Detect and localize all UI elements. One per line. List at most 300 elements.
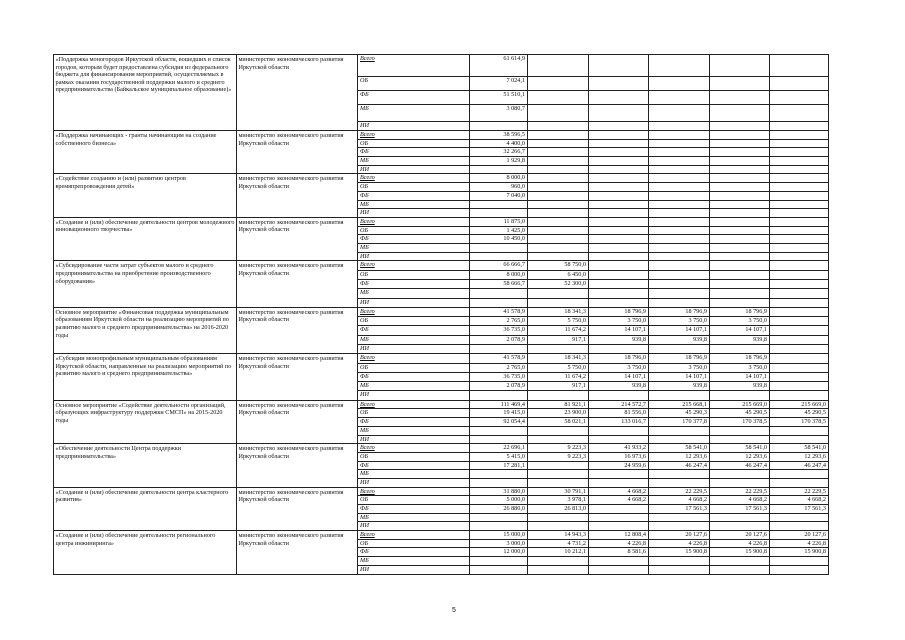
amount-cell [710, 235, 770, 244]
amount-cell [770, 335, 829, 344]
amount-cell [770, 122, 829, 131]
amount-cell [470, 289, 528, 298]
amount-cell [770, 200, 829, 209]
amount-cell: 3 750,0 [649, 363, 710, 372]
amount-cell [770, 252, 829, 261]
amount-cell [528, 557, 589, 566]
amount-cell [770, 55, 829, 77]
measure-name: «Создание и (или) обеспечение деятельности центров молодежного инновационного творчества» [54, 217, 237, 260]
amount-cell [470, 200, 528, 209]
amount-cell [589, 174, 649, 183]
amount-cell: 4 226,8 [589, 539, 649, 548]
amount-cell: 26 880,0 [470, 505, 528, 514]
funding-source: ОБ [358, 183, 470, 192]
amount-cell: 17 561,3 [710, 505, 770, 514]
amount-cell: 14 107,1 [710, 372, 770, 381]
amount-cell: 9 223,3 [528, 444, 589, 453]
responsible-executor: министерство экономического развития Иркутской области [237, 400, 358, 443]
amount-cell: 26 813,0 [528, 505, 589, 514]
funding-source: Всего [358, 307, 470, 316]
funding-source: МБ [358, 335, 470, 344]
amount-cell: 16 973,6 [589, 452, 649, 461]
amount-cell [710, 183, 770, 192]
amount-cell [649, 557, 710, 566]
amount-cell [710, 522, 770, 531]
amount-cell: 4 668,2 [589, 487, 649, 496]
amount-cell: 215 668,1 [649, 400, 710, 409]
funding-source: ОБ [358, 270, 470, 279]
amount-cell [649, 157, 710, 166]
amount-cell [528, 391, 589, 400]
table-row [54, 354, 829, 363]
amount-cell: 81 921,1 [528, 400, 589, 409]
amount-cell [589, 426, 649, 435]
amount-cell [770, 391, 829, 400]
amount-cell: 2 078,9 [470, 382, 528, 391]
funding-source: ИИ [358, 522, 470, 531]
table-row [54, 307, 829, 316]
funding-source: ИИ [358, 435, 470, 444]
funding-source: Всего [358, 487, 470, 496]
amount-cell [589, 298, 649, 307]
funding-source: ФБ [358, 418, 470, 427]
amount-cell [770, 307, 829, 316]
amount-cell [528, 478, 589, 487]
amount-cell: 15 900,8 [710, 548, 770, 557]
funding-source: ИИ [358, 165, 470, 174]
amount-cell [649, 131, 710, 140]
measure-name: Основное мероприятие «Финансовая поддержка муниципальным образованиям Иркутской области на реализацию мероприятий по развитию малого и среднего предпринимательства» на 2016-2020 годы [54, 307, 237, 353]
amount-cell [710, 77, 770, 91]
amount-cell [589, 344, 649, 353]
amount-cell: 214 572,7 [589, 400, 649, 409]
amount-cell [589, 200, 649, 209]
amount-cell [710, 55, 770, 77]
funding-source: Всего [358, 354, 470, 363]
amount-cell [589, 55, 649, 77]
amount-cell: 939,8 [589, 335, 649, 344]
amount-cell: 2 765,0 [470, 317, 528, 326]
amount-cell: 3 750,0 [589, 317, 649, 326]
amount-cell [470, 298, 528, 307]
amount-cell [710, 252, 770, 261]
measure-name: «Поддержка начинающих - гранты начинающим на создание собственного бизнеса» [54, 131, 237, 174]
amount-cell [710, 289, 770, 298]
amount-cell: 15 900,8 [770, 548, 829, 557]
funding-source: ИИ [358, 391, 470, 400]
funding-source: ФБ [358, 372, 470, 381]
amount-cell [770, 217, 829, 226]
amount-cell [710, 200, 770, 209]
amount-cell [589, 235, 649, 244]
funding-source: ФБ [358, 461, 470, 470]
funding-source: ФБ [358, 91, 470, 105]
amount-cell [770, 261, 829, 270]
amount-cell [589, 183, 649, 192]
amount-cell [528, 252, 589, 261]
funding-source: ИИ [358, 565, 470, 574]
amount-cell [589, 131, 649, 140]
amount-cell [470, 209, 528, 218]
amount-cell [470, 165, 528, 174]
amount-cell [470, 252, 528, 261]
amount-cell [589, 289, 649, 298]
amount-cell [649, 426, 710, 435]
amount-cell [710, 174, 770, 183]
amount-cell [710, 478, 770, 487]
amount-cell: 3 978,1 [528, 496, 589, 505]
amount-cell: 46 247,4 [770, 461, 829, 470]
responsible-executor: министерство экономического развития Иркутской области [237, 261, 358, 307]
amount-cell: 22 229,5 [710, 487, 770, 496]
amount-cell [649, 344, 710, 353]
amount-cell [589, 217, 649, 226]
amount-cell [770, 298, 829, 307]
responsible-executor: министерство экономического развития Иркутской области [237, 131, 358, 174]
amount-cell [589, 522, 649, 531]
amount-cell [770, 226, 829, 235]
amount-cell [770, 270, 829, 279]
amount-cell: 20 127,6 [710, 531, 770, 540]
amount-cell [770, 426, 829, 435]
funding-source: Всего [358, 131, 470, 140]
responsible-executor: министерство экономического развития Иркутской области [237, 444, 358, 487]
amount-cell [649, 122, 710, 131]
amount-cell: 31 880,0 [470, 487, 528, 496]
responsible-executor: министерство экономического развития Иркутской области [237, 531, 358, 574]
funding-source: МБ [358, 470, 470, 479]
amount-cell [710, 391, 770, 400]
amount-cell [528, 235, 589, 244]
amount-cell [528, 174, 589, 183]
amount-cell [649, 77, 710, 91]
amount-cell: 170 378,5 [710, 418, 770, 427]
amount-cell [770, 77, 829, 91]
amount-cell [649, 191, 710, 200]
amount-cell: 3 080,7 [470, 105, 528, 122]
amount-cell: 12 808,4 [589, 531, 649, 540]
amount-cell [710, 426, 770, 435]
responsible-executor: министерство экономического развития Иркутской области [237, 307, 358, 353]
amount-cell: 2 765,0 [470, 363, 528, 372]
measure-name: «Субсидии монопрофильным муниципальным образованиям Иркутской области, направленные на реализацию мероприятий по развитию малого и среднего предпринимательства» [54, 354, 237, 400]
funding-source: ИИ [358, 344, 470, 353]
amount-cell [770, 326, 829, 335]
amount-cell: 20 127,6 [649, 531, 710, 540]
amount-cell [710, 513, 770, 522]
amount-cell: 52 300,0 [528, 279, 589, 288]
amount-cell: 14 107,1 [649, 372, 710, 381]
amount-cell [649, 279, 710, 288]
amount-cell [770, 522, 829, 531]
amount-cell [710, 270, 770, 279]
measure-name: «Создание и (или) обеспечение деятельности регионального центра инжиниринга» [54, 531, 237, 574]
funding-source: ФБ [358, 279, 470, 288]
amount-cell [589, 252, 649, 261]
amount-cell: 18 796,9 [649, 307, 710, 316]
amount-cell [589, 165, 649, 174]
amount-cell [589, 226, 649, 235]
amount-cell: 36 735,0 [470, 326, 528, 335]
amount-cell [710, 122, 770, 131]
table-row [54, 217, 829, 226]
amount-cell [710, 261, 770, 270]
measure-name: «Создание и (или) обеспечение деятельности центра кластерного развития» [54, 487, 237, 530]
amount-cell: 170 377,8 [649, 418, 710, 427]
amount-cell [649, 174, 710, 183]
amount-cell: 12 293,6 [710, 452, 770, 461]
amount-cell [470, 478, 528, 487]
amount-cell: 61 614,9 [470, 55, 528, 77]
amount-cell [649, 435, 710, 444]
amount-cell: 92 054,4 [470, 418, 528, 427]
amount-cell [528, 105, 589, 122]
amount-cell [649, 565, 710, 574]
table-row [54, 131, 829, 140]
amount-cell [770, 243, 829, 252]
amount-cell: 6 450,0 [528, 270, 589, 279]
amount-cell: 8 581,6 [589, 548, 649, 557]
amount-cell: 4 668,2 [649, 496, 710, 505]
amount-cell [649, 513, 710, 522]
amount-cell: 36 735,0 [470, 372, 528, 381]
amount-cell: 38 596,5 [470, 131, 528, 140]
amount-cell: 11 875,0 [470, 217, 528, 226]
amount-cell [649, 252, 710, 261]
amount-cell [528, 226, 589, 235]
amount-cell [649, 235, 710, 244]
amount-cell [649, 391, 710, 400]
amount-cell: 32 266,7 [470, 148, 528, 157]
amount-cell: 46 247,4 [710, 461, 770, 470]
amount-cell [589, 478, 649, 487]
amount-cell: 46 247,4 [649, 461, 710, 470]
funding-source: ОБ [358, 496, 470, 505]
funding-source: Всего [358, 55, 470, 77]
amount-cell: 215 669,0 [770, 400, 829, 409]
amount-cell: 4 668,2 [770, 496, 829, 505]
funding-source: МБ [358, 557, 470, 566]
amount-cell [649, 470, 710, 479]
amount-cell [528, 55, 589, 77]
amount-cell: 939,8 [589, 382, 649, 391]
funding-source: ИИ [358, 209, 470, 218]
amount-cell [710, 209, 770, 218]
amount-cell [770, 148, 829, 157]
amount-cell: 66 666,7 [470, 261, 528, 270]
amount-cell [770, 363, 829, 372]
funding-source: ОБ [358, 77, 470, 91]
funding-source: МБ [358, 289, 470, 298]
amount-cell: 58 541,0 [710, 444, 770, 453]
amount-cell: 18 796,9 [649, 354, 710, 363]
page-number: 5 [452, 607, 456, 614]
amount-cell [770, 344, 829, 353]
amount-cell [470, 565, 528, 574]
amount-cell [649, 478, 710, 487]
amount-cell: 4 668,2 [589, 496, 649, 505]
amount-cell [470, 522, 528, 531]
table-row [54, 444, 829, 453]
amount-cell [528, 183, 589, 192]
amount-cell [710, 148, 770, 157]
amount-cell [589, 209, 649, 218]
funding-source: ОБ [358, 139, 470, 148]
amount-cell: 4 400,0 [470, 139, 528, 148]
amount-cell: 133 016,7 [589, 418, 649, 427]
amount-cell [649, 289, 710, 298]
amount-cell [770, 382, 829, 391]
amount-cell [710, 344, 770, 353]
amount-cell: 939,8 [710, 335, 770, 344]
amount-cell [589, 148, 649, 157]
amount-cell: 10 212,1 [528, 548, 589, 557]
amount-cell: 51 510,1 [470, 91, 528, 105]
amount-cell: 20 127,6 [770, 531, 829, 540]
amount-cell [649, 105, 710, 122]
amount-cell [528, 209, 589, 218]
table-row [54, 261, 829, 270]
amount-cell [589, 261, 649, 270]
amount-cell [710, 131, 770, 140]
amount-cell: 3 750,0 [589, 363, 649, 372]
amount-cell: 939,8 [710, 382, 770, 391]
amount-cell [589, 513, 649, 522]
amount-cell: 215 669,0 [710, 400, 770, 409]
amount-cell [528, 131, 589, 140]
amount-cell: 45 290,3 [649, 409, 710, 418]
amount-cell: 23 900,0 [528, 409, 589, 418]
amount-cell: 14 107,1 [649, 326, 710, 335]
budget-table [53, 54, 829, 575]
funding-source: МБ [358, 200, 470, 209]
amount-cell [770, 289, 829, 298]
amount-cell: 1 929,8 [470, 157, 528, 166]
funding-source: Всего [358, 444, 470, 453]
amount-cell [770, 165, 829, 174]
amount-cell: 58 541,0 [770, 444, 829, 453]
amount-cell [528, 470, 589, 479]
amount-cell [710, 565, 770, 574]
funding-source: ИИ [358, 252, 470, 261]
amount-cell [770, 372, 829, 381]
amount-cell: 11 674,2 [528, 372, 589, 381]
amount-cell [649, 243, 710, 252]
amount-cell [470, 391, 528, 400]
amount-cell: 1 425,0 [470, 226, 528, 235]
amount-cell [528, 91, 589, 105]
amount-cell: 3 750,0 [710, 363, 770, 372]
table-row [54, 55, 829, 77]
amount-cell: 58 750,0 [528, 261, 589, 270]
amount-cell [528, 435, 589, 444]
amount-cell [710, 435, 770, 444]
funding-source: ОБ [358, 317, 470, 326]
amount-cell [770, 279, 829, 288]
amount-cell: 15 000,0 [470, 531, 528, 540]
funding-source: Всего [358, 531, 470, 540]
amount-cell: 17 561,3 [770, 505, 829, 514]
amount-cell [528, 344, 589, 353]
amount-cell [528, 200, 589, 209]
amount-cell [649, 183, 710, 192]
amount-cell: 19 415,0 [470, 409, 528, 418]
amount-cell: 917,1 [528, 382, 589, 391]
table-row [54, 400, 829, 409]
amount-cell: 22 229,5 [770, 487, 829, 496]
amount-cell [470, 344, 528, 353]
amount-cell: 4 226,8 [649, 539, 710, 548]
amount-cell [589, 243, 649, 252]
amount-cell [649, 148, 710, 157]
amount-cell: 9 223,3 [528, 452, 589, 461]
amount-cell: 58 541,0 [649, 444, 710, 453]
amount-cell [649, 522, 710, 531]
amount-cell: 18 796,9 [710, 307, 770, 316]
amount-cell [528, 243, 589, 252]
amount-cell [649, 139, 710, 148]
amount-cell [528, 461, 589, 470]
amount-cell: 14 107,1 [710, 326, 770, 335]
amount-cell [528, 565, 589, 574]
responsible-executor: министерство экономического развития Иркутской области [237, 174, 358, 217]
funding-source: МБ [358, 105, 470, 122]
amount-cell [770, 470, 829, 479]
amount-cell [528, 217, 589, 226]
amount-cell [589, 565, 649, 574]
amount-cell [589, 279, 649, 288]
amount-cell: 17 281,1 [470, 461, 528, 470]
amount-cell [528, 157, 589, 166]
amount-cell: 3 000,0 [470, 539, 528, 548]
funding-source: МБ [358, 513, 470, 522]
amount-cell: 22 229,5 [649, 487, 710, 496]
amount-cell [589, 505, 649, 514]
amount-cell [470, 513, 528, 522]
funding-source: ИИ [358, 298, 470, 307]
amount-cell: 18 796,0 [589, 354, 649, 363]
responsible-executor: министерство экономического развития Иркутской области [237, 487, 358, 530]
funding-source: ОБ [358, 452, 470, 461]
amount-cell [710, 105, 770, 122]
amount-cell [589, 270, 649, 279]
responsible-executor: министерство экономического развития Иркутской области [237, 55, 358, 131]
amount-cell [589, 557, 649, 566]
funding-source: ФБ [358, 505, 470, 514]
amount-cell [649, 91, 710, 105]
responsible-executor: министерство экономического развития Иркутской области [237, 217, 358, 260]
amount-cell: 14 107,1 [589, 326, 649, 335]
amount-cell [710, 91, 770, 105]
amount-cell [470, 435, 528, 444]
amount-cell [649, 298, 710, 307]
funding-source: ОБ [358, 539, 470, 548]
amount-cell: 2 078,9 [470, 335, 528, 344]
table-row [54, 531, 829, 540]
amount-cell [528, 426, 589, 435]
amount-cell: 14 943,3 [528, 531, 589, 540]
amount-cell: 960,0 [470, 183, 528, 192]
amount-cell [649, 261, 710, 270]
amount-cell [589, 139, 649, 148]
funding-source: Всего [358, 261, 470, 270]
amount-cell: 5 415,0 [470, 452, 528, 461]
amount-cell [589, 470, 649, 479]
amount-cell [649, 55, 710, 77]
amount-cell: 4 731,2 [528, 539, 589, 548]
amount-cell: 170 378,5 [770, 418, 829, 427]
funding-source: ОБ [358, 226, 470, 235]
